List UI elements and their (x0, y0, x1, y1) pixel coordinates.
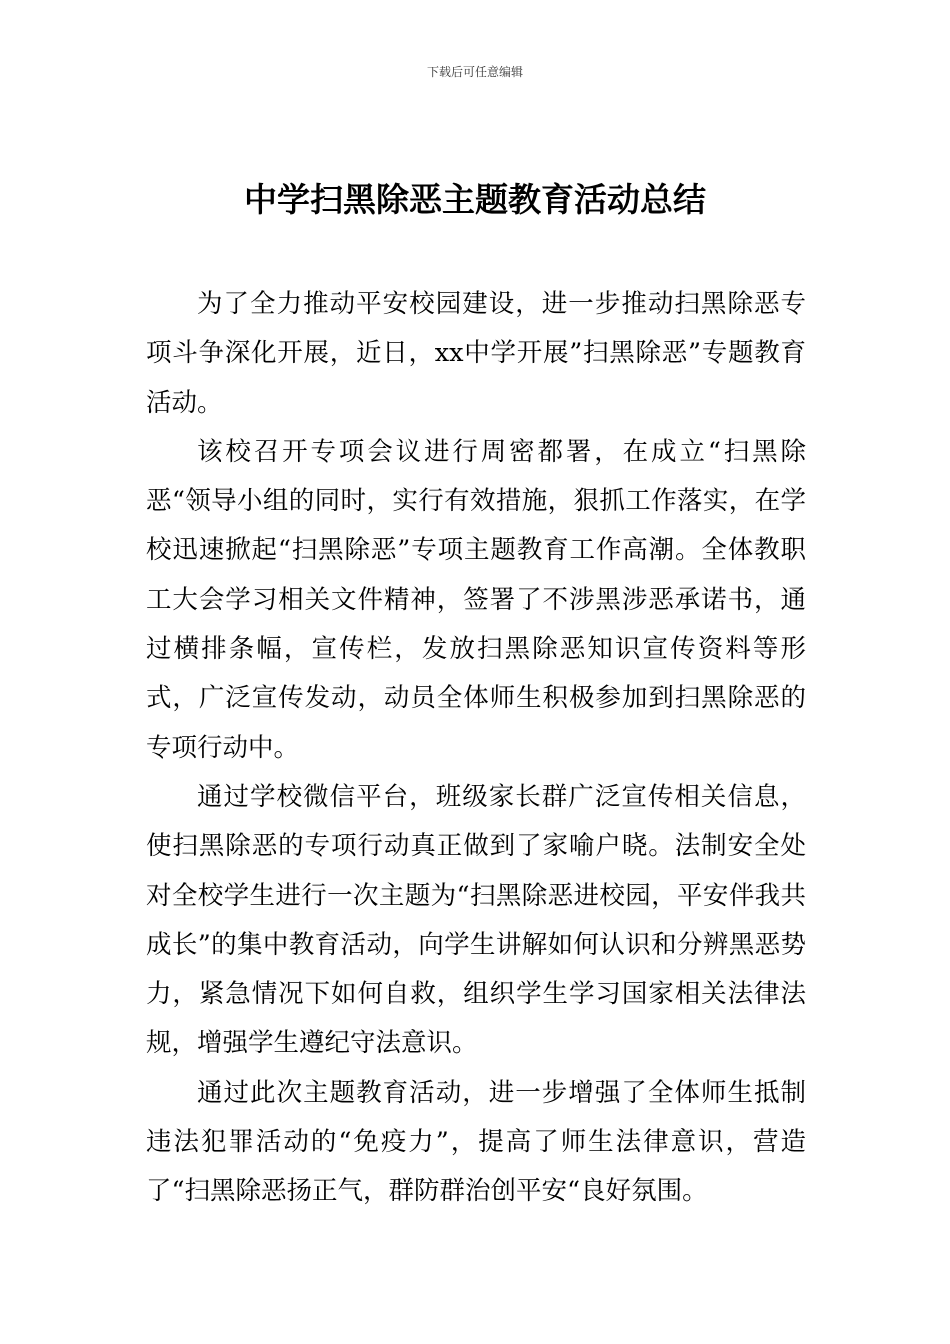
paragraph-1: 为了全力推动平安校园建设，进一步推动扫黑除恶专项斗争深化开展，近日，xx中学开展”扫黑除恶”专题教育活动。 (146, 289, 806, 418)
paragraph-2: 该校召开专项会议进行周密都署，在成立“扫黑除恶“领导小组的同时，实行有效措施，狠抓工作落实，在学校迅速掀起“扫黑除恶”专项主题教育工作高潮。全体教职工大会学习相关文件精神，签署了不涉黑涉恶承诺书，通过横排条幅，宣传栏，发放扫黑除恶知识宣传资料等形式，广泛宣传发动，动员全体师生积极参加到扫黑除恶的专项行动中。 (146, 436, 806, 763)
document-body (146, 280, 806, 1217)
header-note: 下载后可任意编辑 (426, 65, 523, 79)
paragraph-3: 通过学校微信平台，班级家长群广泛宣传相关信息，使扫黑除恶的专项行动真正做到了家喻户晓。法制安全处对全校学生进行一次主题为“扫黑除恶进校园，平安伴我共成长”的集中教育活动，向学生讲解如何认识和分辨黑恶势力，紧急情况下如何自救，组织学生学习国家相关法律法规，增强学生遵纪守法意识。 (146, 781, 806, 1059)
document-title: 中学扫黑除恶主题教育活动总结 (244, 180, 706, 219)
paragraph-4: 通过此次主题教育活动，进一步增强了全体师生抵制违法犯罪活动的“免疫力”，提高了师生法律意识，营造了“扫黑除恶扬正气，群防群治创平安“良好氛围。 (146, 1077, 806, 1207)
